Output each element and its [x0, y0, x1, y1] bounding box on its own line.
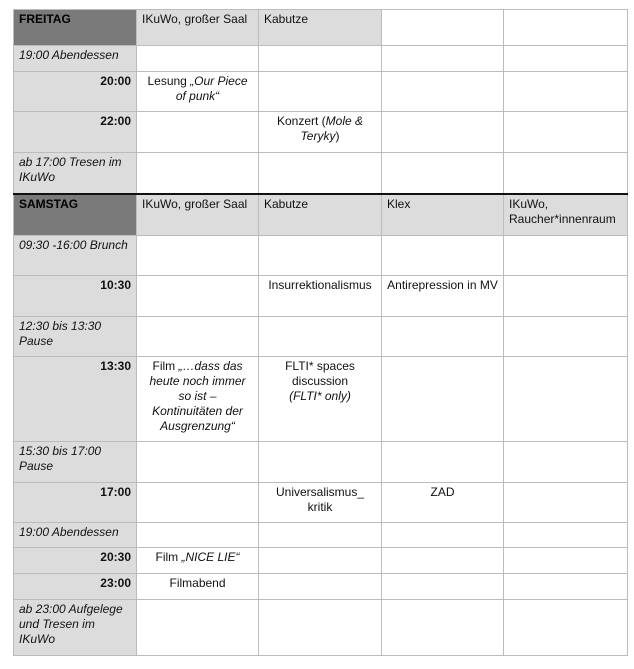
saturday-dinner-note: 19:00 Abendessen	[14, 523, 137, 548]
friday-venue-empty-1	[382, 10, 504, 46]
saturday-flti-event: FLTI* spaces discussion (FLTI* only)	[259, 357, 382, 442]
table-row	[14, 112, 628, 153]
friday-venue-empty-2	[504, 10, 628, 46]
friday-venue-ikuwo: IKuWo, großer Saal	[137, 10, 259, 46]
table-row	[14, 317, 628, 357]
table-row	[14, 357, 628, 442]
saturday-film2-title: „NICE LIE“	[181, 550, 240, 564]
friday-konzert-event: Konzert (Mole & Teryky)	[259, 112, 382, 153]
table-row	[14, 600, 628, 656]
friday-bar-note: ab 17:00 Tresen im IKuWo	[14, 153, 137, 194]
table-row	[14, 483, 628, 523]
saturday-day-label: SAMSTAG	[14, 194, 137, 236]
saturday-time-1700: 17:00	[14, 483, 137, 523]
saturday-insurrektionalismus-event: Insurrektionalismus	[259, 276, 382, 317]
saturday-venue-klex: Klex	[382, 194, 504, 236]
saturday-universalismus-event: Universalismus_ kritik	[259, 483, 382, 523]
table-row	[14, 72, 628, 112]
saturday-time-2030: 20:30	[14, 548, 137, 574]
saturday-film2-event: Film „NICE LIE“	[137, 548, 259, 574]
saturday-venue-ikuwo: IKuWo, großer Saal	[137, 194, 259, 236]
friday-konzert-artists: Mole & Teryky	[300, 114, 364, 143]
saturday-bar-note: ab 23:00 Aufgelege und Tresen im IKuWo	[14, 600, 137, 656]
saturday-pause2-note: 15:30 bis 17:00 Pause	[14, 442, 137, 483]
friday-day-label: FREITAG	[14, 10, 137, 46]
table-row	[14, 442, 628, 483]
table-row	[14, 236, 628, 276]
saturday-time-1330: 13:30	[14, 357, 137, 442]
saturday-time-1030: 10:30	[14, 276, 137, 317]
table-row	[14, 548, 628, 574]
table-row	[14, 276, 628, 317]
saturday-film1-title: „…dass das heute noch immer so ist – Kontinuitäten der Ausgrenzung“	[149, 359, 246, 433]
saturday-brunch-note: 09:30 -16:00 Brunch	[14, 236, 137, 276]
table-row	[14, 153, 628, 194]
friday-dinner-note: 19:00 Abendessen	[14, 46, 137, 72]
friday-lesung-title: „Our Piece of punk“	[175, 74, 248, 103]
saturday-filmabend-event: Filmabend	[137, 574, 259, 600]
saturday-header-row	[14, 194, 628, 236]
saturday-pause1-note: 12:30 bis 13:30 Pause	[14, 317, 137, 357]
saturday-venue-raucherraum: IKuWo, Raucher*innenraum	[504, 194, 628, 236]
schedule-table	[13, 9, 628, 656]
saturday-flti-note: (FLTI* only)	[289, 389, 351, 403]
saturday-time-2300: 23:00	[14, 574, 137, 600]
friday-time-2200: 22:00	[14, 112, 137, 153]
friday-lesung-event: Lesung „Our Piece of punk“	[137, 72, 259, 112]
friday-venue-kabutze: Kabutze	[259, 10, 382, 46]
saturday-film1-event: Film „…dass das heute noch immer so ist – Kontinuitäten der Ausgrenzung“	[137, 357, 259, 442]
table-row	[14, 46, 628, 72]
saturday-venue-kabutze: Kabutze	[259, 194, 382, 236]
saturday-zad-event: ZAD	[382, 483, 504, 523]
friday-header-row	[14, 10, 628, 46]
saturday-antirepression-event: Antirepression in MV	[382, 276, 504, 317]
table-row	[14, 574, 628, 600]
table-row	[14, 523, 628, 548]
friday-time-2000: 20:00	[14, 72, 137, 112]
